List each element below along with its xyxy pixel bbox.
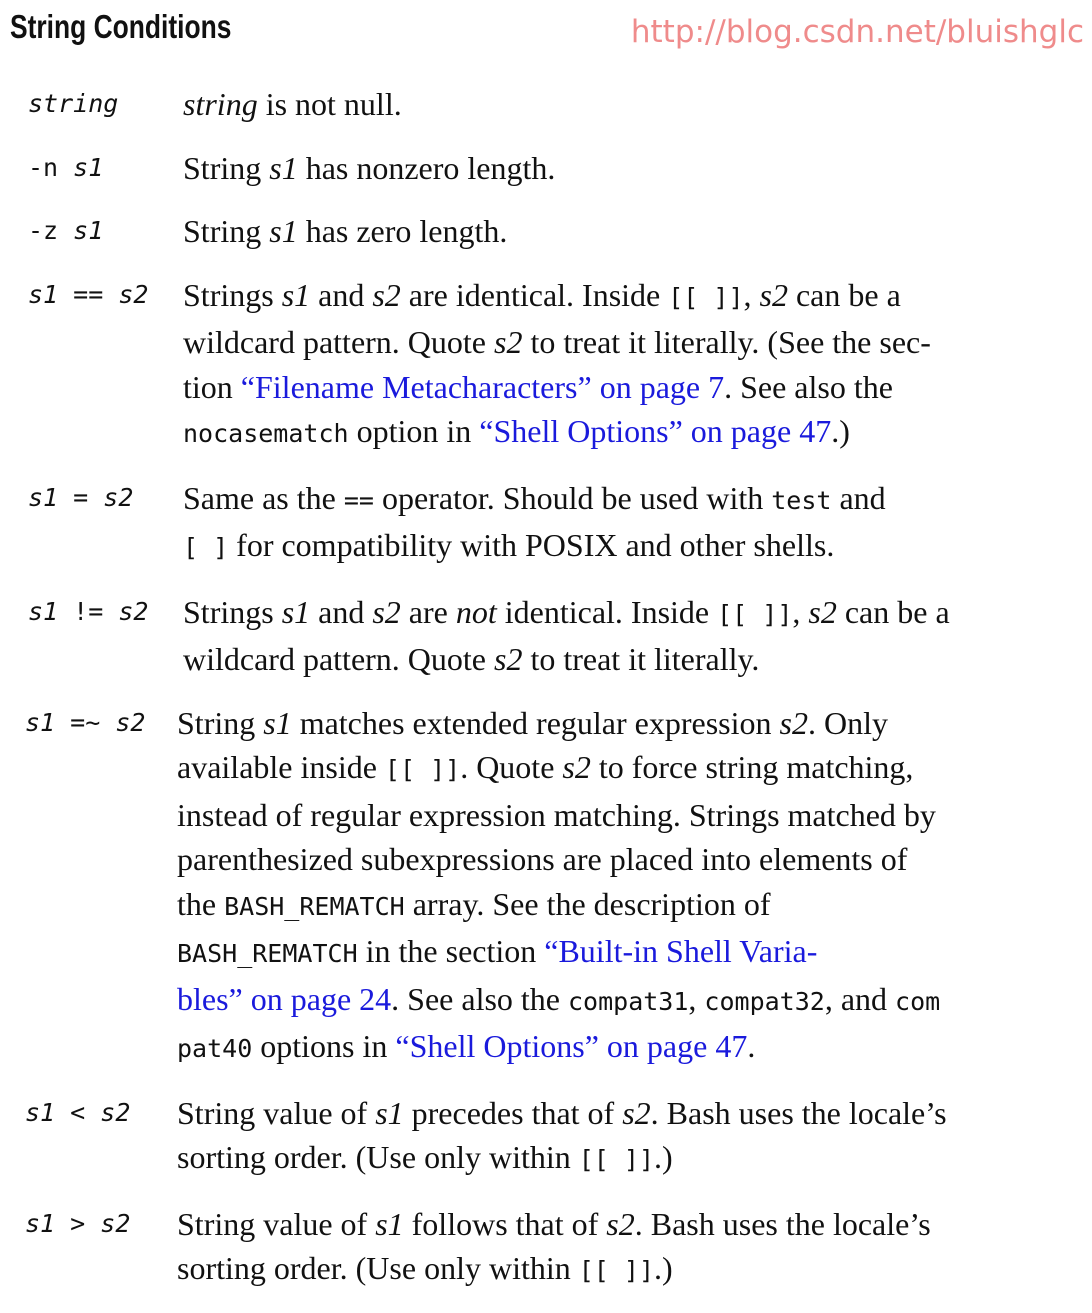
text: tion	[183, 368, 241, 405]
condition-description	[177, 1202, 931, 1294]
italic-text: not	[455, 593, 497, 630]
description-line	[177, 1024, 940, 1072]
condition-description	[183, 590, 950, 682]
text: follows that of	[403, 1205, 607, 1242]
code-text: [[ ]]	[578, 1256, 654, 1285]
condition-entry	[0, 590, 1092, 682]
description-line	[177, 793, 940, 838]
description-line	[183, 320, 931, 365]
italic-text: s2	[103, 482, 134, 512]
watermark: http://blog.csdn.net/bluishglc	[630, 14, 1084, 50]
code-text: compat31	[568, 986, 689, 1016]
italic-text: s1	[25, 707, 56, 737]
description-line	[177, 837, 940, 882]
text: ,	[792, 593, 809, 630]
italic-text: s1	[28, 482, 59, 512]
description-line	[183, 523, 886, 571]
text: . Quote	[460, 749, 563, 785]
text: .	[747, 1028, 756, 1064]
condition-description	[183, 273, 931, 457]
text: are identical. Inside	[400, 276, 669, 313]
description-line	[177, 977, 940, 1025]
cross-reference-link[interactable]: “Filename Metacharacters” on page 7	[240, 368, 725, 405]
text: and	[831, 479, 886, 516]
italic-text: s1	[73, 216, 104, 245]
italic-text: s2	[118, 596, 149, 626]
description-line	[177, 929, 940, 977]
description-line	[177, 1091, 947, 1136]
code-text: nocasematch	[183, 419, 349, 448]
section-title: String Conditions	[10, 8, 232, 45]
text: .)	[831, 413, 850, 449]
text: instead of regular expression matching. Strings matched by	[177, 796, 936, 833]
code-text: BASH_REMATCH	[177, 939, 358, 968]
condition-entry	[0, 1091, 1092, 1183]
condition-entry	[0, 476, 1092, 571]
condition-description	[183, 146, 555, 191]
italic-text: s2	[100, 1208, 131, 1238]
text: String value of	[177, 1205, 376, 1242]
condition-description	[183, 476, 886, 571]
italic-text: s2	[115, 707, 146, 737]
italic-text: s1	[375, 1205, 404, 1242]
cross-reference-link[interactable]: bles” on page 24	[177, 980, 392, 1017]
italic-text: s2	[622, 1094, 651, 1131]
text: available inside	[177, 749, 385, 785]
description-line	[183, 146, 555, 191]
text: ==	[58, 279, 119, 309]
text: !=	[58, 596, 119, 626]
description-line	[183, 637, 950, 682]
italic-text: s2	[808, 593, 837, 630]
italic-text: s1	[28, 279, 59, 309]
italic-text: s1	[73, 152, 104, 182]
text: sorting order. (Use only within	[177, 1250, 579, 1286]
text: to force string matching,	[590, 749, 914, 785]
text: . See also the	[391, 980, 568, 1017]
text: Strings	[183, 276, 282, 313]
text: for compatibility with POSIX and other shells.	[228, 527, 835, 563]
italic-text: s1	[281, 276, 311, 313]
condition-entry	[0, 146, 1092, 191]
text: . Bash uses the locale’s	[634, 1205, 931, 1242]
condition-entry	[0, 209, 1092, 254]
code-text: com	[895, 986, 941, 1016]
text: parenthesized subexpressions are placed into elements of	[177, 841, 908, 877]
italic-text: s2	[606, 1205, 635, 1242]
condition-entry	[0, 701, 1092, 1072]
cross-reference-link[interactable]: “Shell Options” on page 47	[395, 1028, 748, 1064]
text: operator. Should be used with	[373, 479, 772, 516]
condition-entry	[0, 273, 1092, 457]
italic-text: s1	[28, 596, 59, 626]
text: can be a	[787, 276, 901, 313]
text: . Only	[807, 704, 888, 741]
text: . Bash uses the locale’s	[650, 1094, 947, 1131]
code-text: pat40	[177, 1034, 253, 1063]
text: >	[55, 1208, 101, 1238]
text: , and	[824, 980, 896, 1017]
italic-text: s1	[25, 1208, 56, 1238]
text: -n	[28, 152, 74, 182]
string-conditions-list	[0, 82, 1092, 1313]
text: can be a	[836, 593, 950, 630]
italic-text: string	[28, 89, 119, 118]
italic-text: s2	[494, 641, 523, 677]
condition-operator	[0, 701, 180, 1072]
italic-text: s2	[562, 749, 591, 785]
description-line	[177, 701, 940, 746]
italic-text: s1	[269, 213, 298, 249]
condition-description	[177, 1091, 947, 1183]
italic-text: s1	[375, 1094, 404, 1131]
text: wildcard pattern. Quote	[183, 324, 494, 360]
text: to treat it literally. (See the sec-	[522, 324, 931, 360]
description-line	[183, 590, 950, 638]
text: precedes that of	[403, 1094, 623, 1131]
text: is not null.	[257, 86, 402, 122]
text: the	[177, 885, 225, 922]
description-line	[177, 882, 940, 930]
text: .)	[654, 1250, 673, 1286]
code-text: [[ ]]	[668, 282, 744, 312]
text: -z	[28, 216, 74, 245]
code-text: [ ]	[183, 533, 229, 562]
condition-operator	[0, 476, 183, 571]
condition-entry	[0, 82, 1092, 127]
text: matches extended regular expression	[291, 704, 780, 741]
description-line	[183, 209, 507, 254]
description-line	[183, 365, 931, 410]
text: String	[183, 213, 270, 249]
description-line	[177, 1202, 931, 1247]
text: .)	[654, 1139, 673, 1175]
condition-operator	[0, 273, 183, 457]
italic-text: s2	[372, 276, 401, 313]
italic-text: s1	[269, 149, 298, 186]
condition-operator	[0, 1202, 180, 1294]
text: in the section	[357, 933, 545, 969]
code-text: BASH_REMATCH	[224, 891, 405, 921]
text: =~	[55, 707, 116, 737]
text: sorting order. (Use only within	[177, 1139, 579, 1175]
text: array. See the description of	[404, 885, 771, 922]
text: Same as the	[183, 479, 344, 516]
text: =	[58, 482, 104, 512]
italic-text: s2	[100, 1097, 131, 1127]
italic-text: s2	[372, 593, 401, 630]
text: ,	[743, 276, 760, 313]
text: has zero length.	[297, 213, 508, 249]
condition-operator	[0, 82, 183, 127]
text: are	[400, 593, 456, 630]
text: Strings	[183, 593, 282, 630]
text: and	[310, 593, 373, 630]
text: String	[183, 149, 270, 186]
condition-entry	[0, 1202, 1092, 1294]
italic-text: s2	[759, 276, 788, 313]
italic-text: s1	[281, 593, 311, 630]
cross-reference-link[interactable]: “Shell Options” on page 47	[479, 413, 832, 449]
text: ,	[688, 980, 705, 1017]
text: to treat it literally.	[522, 641, 760, 677]
description-line	[177, 1246, 931, 1294]
condition-description	[177, 701, 940, 1072]
text: . See also the	[724, 368, 893, 405]
text: wildcard pattern. Quote	[183, 641, 494, 677]
description-line	[177, 1135, 947, 1183]
condition-operator	[0, 590, 183, 682]
text: String	[177, 704, 264, 741]
code-text: [[ ]]	[717, 599, 793, 629]
description-line	[183, 273, 931, 321]
description-line	[177, 745, 940, 793]
text: option in	[348, 413, 480, 449]
italic-text: s2	[118, 279, 149, 309]
code-text: [[ ]]	[384, 755, 461, 784]
description-line	[183, 476, 886, 524]
text: identical. Inside	[496, 593, 718, 630]
text: String value of	[177, 1094, 376, 1131]
text: and	[310, 276, 373, 313]
italic-text: s2	[779, 704, 808, 741]
code-text: ==	[343, 485, 374, 515]
code-text: test	[771, 485, 832, 515]
code-text: compat32	[704, 986, 825, 1016]
description-line	[183, 82, 402, 127]
italic-text: s1	[263, 704, 292, 741]
code-text: [[ ]]	[578, 1145, 654, 1174]
italic-text: s2	[494, 324, 523, 360]
text: <	[55, 1097, 101, 1127]
condition-operator	[0, 146, 183, 191]
condition-operator	[0, 1091, 180, 1183]
cross-reference-link[interactable]: “Built-in Shell Varia-	[544, 933, 818, 969]
description-line	[183, 409, 931, 457]
italic-text: string	[183, 86, 258, 122]
text: options in	[252, 1028, 396, 1064]
text: has nonzero length.	[297, 149, 556, 186]
condition-description	[183, 209, 507, 254]
italic-text: s1	[25, 1097, 56, 1127]
condition-description	[183, 82, 402, 127]
condition-operator	[0, 209, 183, 254]
